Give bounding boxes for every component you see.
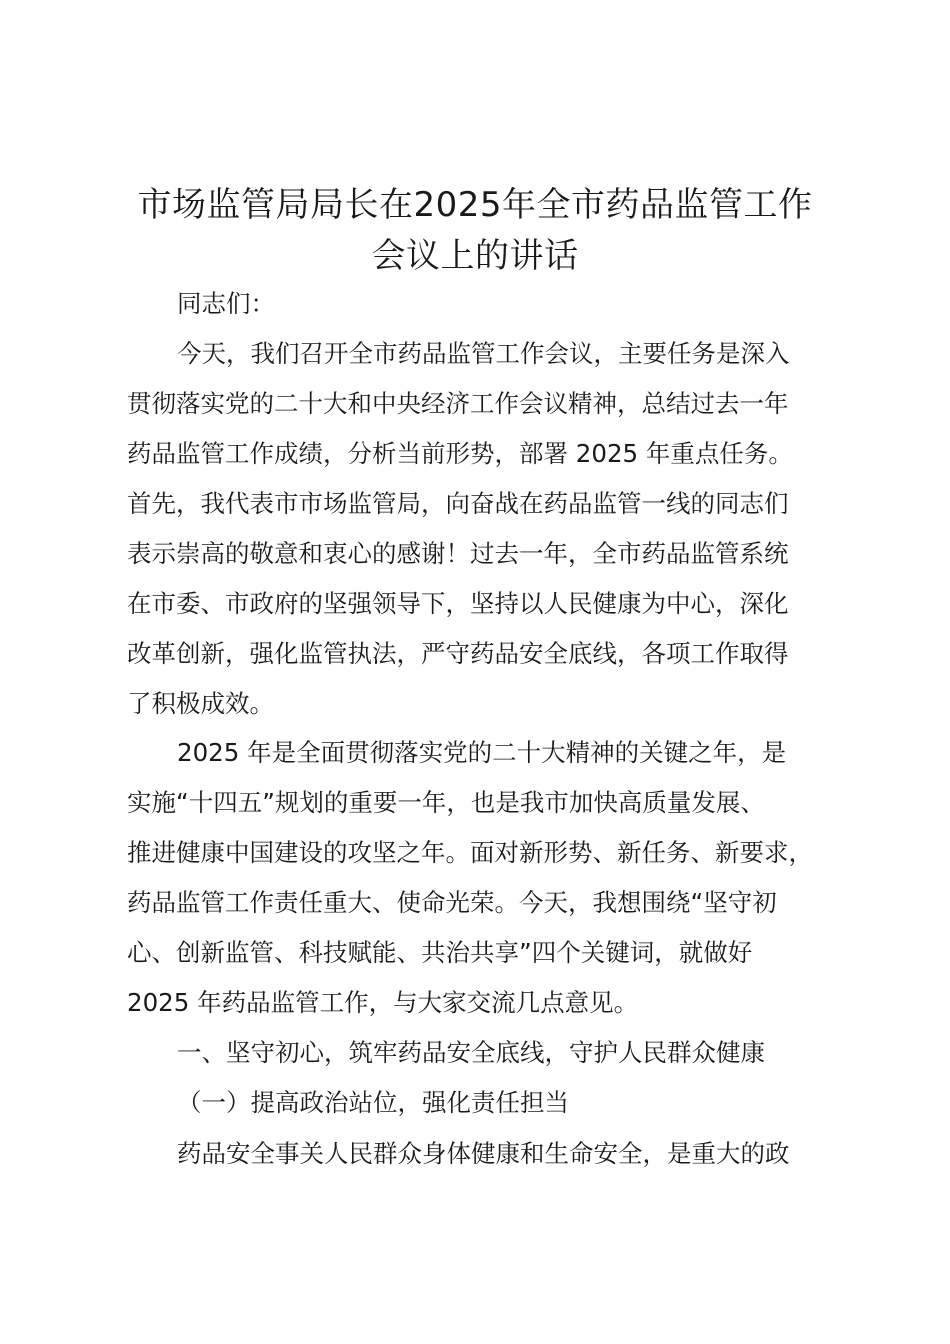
- paragraph-line: 药品监管工作责任重大、使命光荣。今天，我想围绕“坚守初: [127, 888, 777, 917]
- paragraph-line: 心、创新监管、科技赋能、共治共享”四个关键词，就做好: [127, 938, 753, 967]
- paragraph-line: 贯彻落实党的二十大和中央经济工作会议精神，总结过去一年: [127, 389, 789, 418]
- paragraph-line: 在市委、市政府的坚强领导下，坚持以人民健康为中心，深化: [127, 589, 789, 618]
- document-title-line-2: 会议上的讲话: [371, 236, 579, 276]
- paragraph-line: 实施“十四五”规划的重要一年，也是我市加快高质量发展、: [127, 788, 765, 817]
- paragraph-line: 首先，我代表市市场监管局，向奋战在药品监管一线的同志们: [127, 489, 789, 518]
- paragraph-line: 药品监管工作成绩，分析当前形势，部署 2025 年重点任务。: [127, 439, 793, 468]
- subsection-heading: （一）提高政治站位，强化责任担当: [177, 1088, 569, 1117]
- paragraph-line: 表示崇高的敬意和衷心的感谢！过去一年，全市药品监管系统: [127, 539, 789, 568]
- section-heading: 一、坚守初心，筑牢药品安全底线，守护人民群众健康: [177, 1038, 765, 1067]
- paragraph-line: 改革创新，强化监管执法，严守药品安全底线，各项工作取得: [127, 639, 789, 668]
- paragraph-line: 2025 年是全面贯彻落实党的二十大精神的关键之年，是: [177, 738, 787, 767]
- paragraph-line: 药品安全事关人民群众身体健康和生命安全，是重大的政: [177, 1139, 790, 1168]
- salutation: 同志们：: [177, 289, 275, 318]
- paragraph-line: 了积极成效。: [127, 689, 274, 718]
- paragraph-line: 推进健康中国建设的攻坚之年。面对新形势、新任务、新要求，: [127, 838, 813, 867]
- paragraph-line: 2025 年药品监管工作，与大家交流几点意见。: [127, 988, 639, 1017]
- paragraph-line: 今天，我们召开全市药品监管工作会议，主要任务是深入: [177, 339, 790, 368]
- document-title-line-1: 市场监管局局长在2025年全市药品监管工作: [137, 185, 813, 225]
